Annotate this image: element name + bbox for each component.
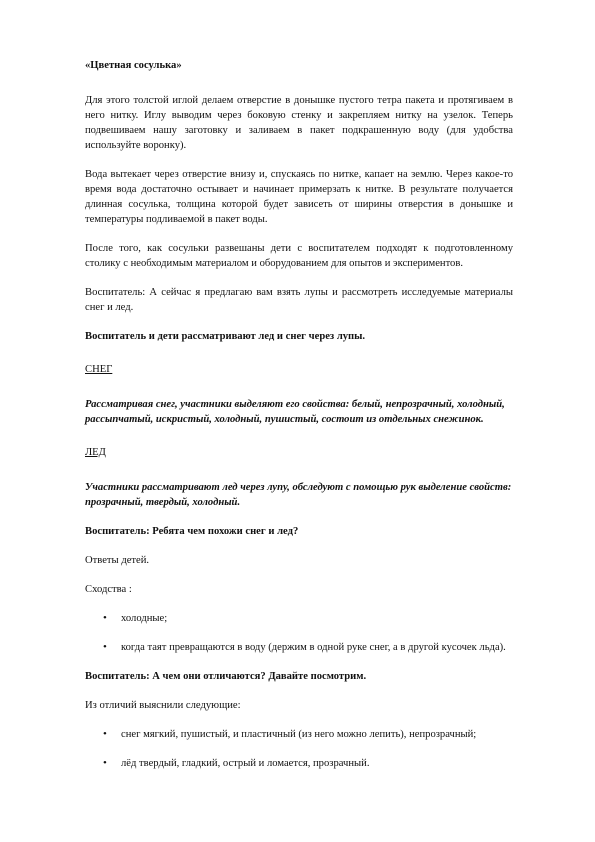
differences-label: Из отличий выяснили следующие:	[85, 700, 241, 711]
differences-list	[85, 727, 513, 771]
paragraph-3: После того, как сосульки развешаны дети с воспитателем подходят к подготовленному столику с необходимым материалом и оборудованием для опытов и экспериментов.	[85, 243, 513, 269]
question-difference: Воспитатель: А чем они отличаются? Давайте посмотрим.	[85, 671, 367, 682]
ice-heading: ЛЕД	[85, 447, 106, 458]
similarities-list	[85, 611, 513, 655]
list-item: • лёд твердый, гладкий, острый и ломается, прозрачный.	[85, 756, 513, 771]
paragraph-1: Для этого толстой иглой делаем отверстие в донышке пустого тетра пакета и протягиваем в него нитку. Иглу выводим через боковую стенку и закрепляем нитку на узелок. Теперь подвешиваем нашу заготовку и заливаем в пакет подкрашенную воду (для удобства используйте воронку).	[85, 95, 513, 151]
paragraph-4: Воспитатель: А сейчас я предлагаю вам взять лупы и рассмотреть исследуемые материалы снег и лед.	[85, 287, 513, 313]
snow-heading: СНЕГ	[85, 364, 113, 375]
ice-description: Участники рассматривают лед через лупу, обследуют с помощью рук выделение свойств: прозрачный, твердый, холодный.	[85, 482, 512, 508]
snow-description: Рассматривая снег, участники выделяют его свойства: белый, непрозрачный, холодный, рассыпчатый, искристый, холодный, пушистый, состоит из отдельных снежинок.	[85, 399, 505, 425]
observe-line: Воспитатель и дети рассматривают лед и снег через лупы.	[85, 331, 366, 342]
list-item: • холодные;	[85, 611, 513, 626]
paragraph-2: Вода вытекает через отверстие внизу и, спускаясь по нитке, капает на землю. Через какое-то время вода достаточно остывает и начинает примерзать к нитке. В результате получается длинная сосулька, толщина которой будет зависеть от ширины отверстия в донышке и температуры подливаемой в пакет воды.	[85, 169, 513, 225]
document-page	[85, 58, 513, 785]
question-similarity: Воспитатель: Ребята чем похожи снег и лед?	[85, 526, 299, 537]
list-item: • снег мягкий, пушистый, и пластичный (из него можно лепить), непрозрачный;	[85, 727, 513, 742]
document-title: «Цветная сосулька»	[85, 60, 182, 71]
list-item: • когда таят превращаются в воду (держим в одной руке снег, а в другой кусочек льда).	[85, 640, 513, 655]
similarities-label: Сходства :	[85, 584, 132, 595]
children-answers: Ответы детей.	[85, 555, 150, 566]
